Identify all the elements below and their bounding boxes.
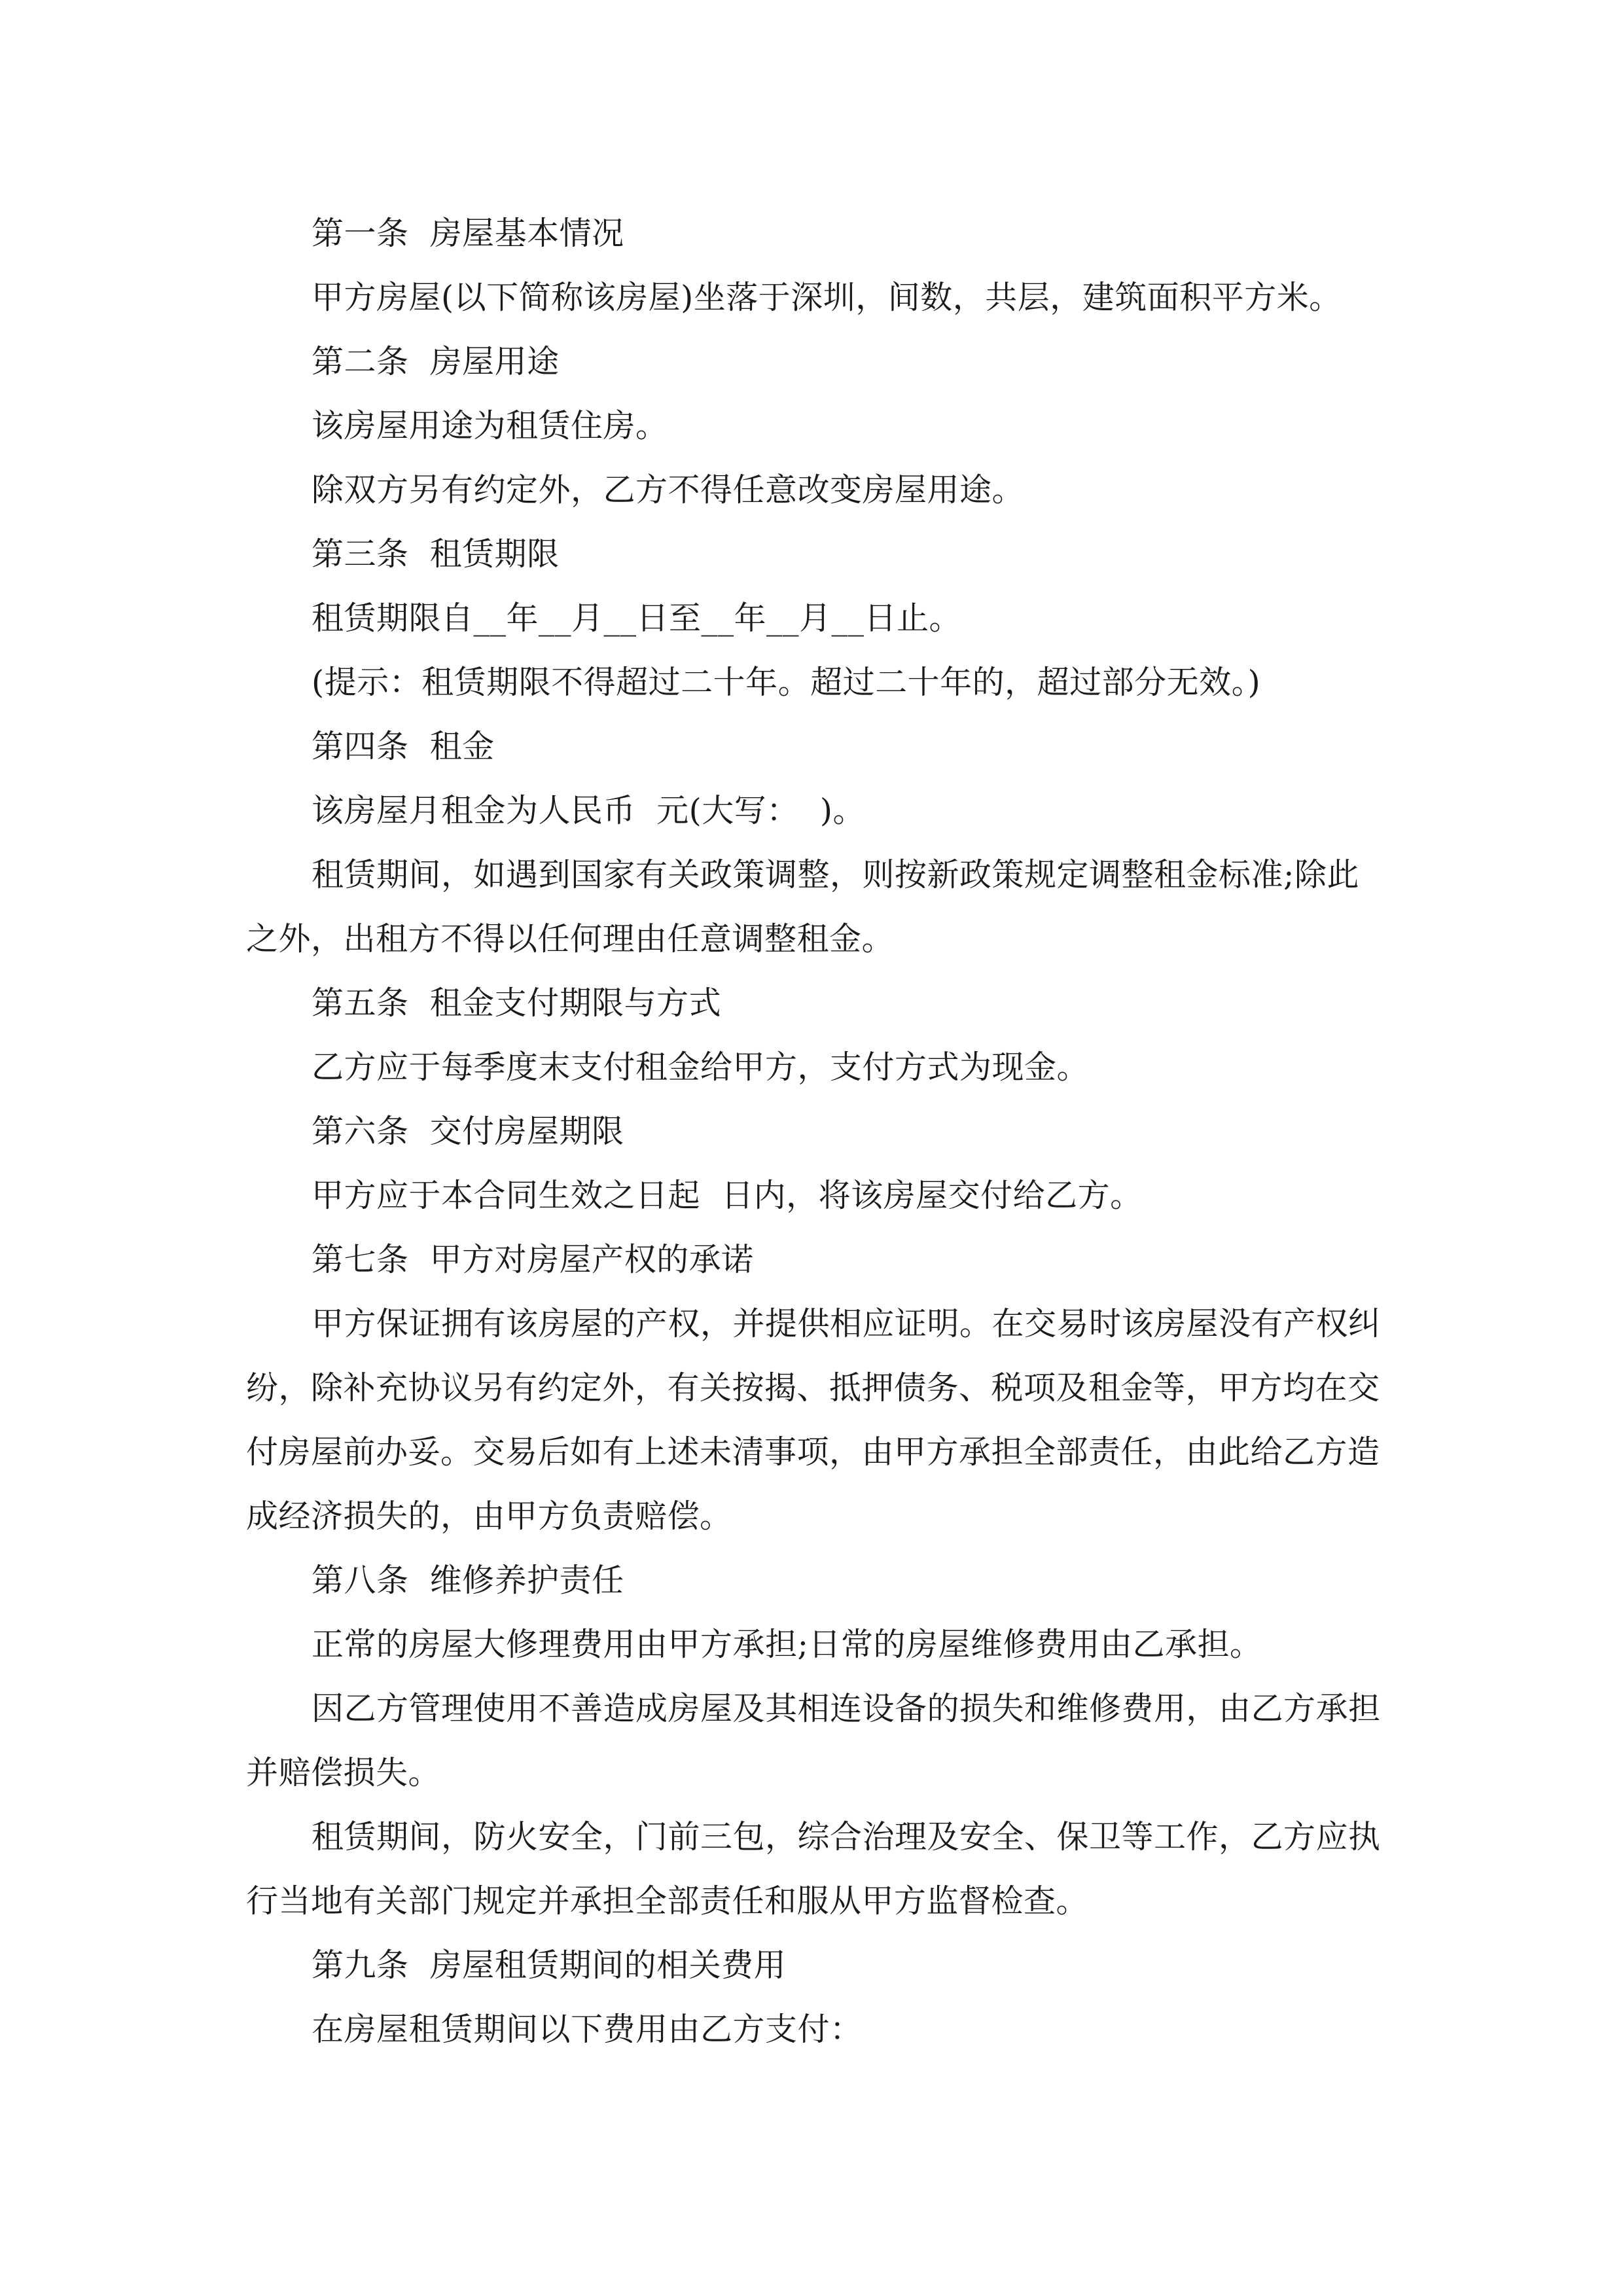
article-9-heading: 第九条 房屋租赁期间的相关费用 — [312, 1946, 787, 1984]
paragraph-line: 该房屋用途为租赁住房。 — [312, 407, 668, 444]
paragraph-line: 甲方保证拥有该房屋的产权，并提供相应证明。在交易时该房屋没有产权纠 — [312, 1305, 1381, 1342]
article-7-heading: 第七条 甲方对房屋产权的承诺 — [312, 1241, 754, 1278]
paragraph-line: 甲方应于本合同生效之日起 日内，将该房屋交付给乙方。 — [312, 1177, 1143, 1214]
paragraph-line: 在房屋租赁期间以下费用由乙方支付： — [312, 2011, 863, 2048]
paragraph-line: 成经济损失的，由甲方负责赔偿。 — [246, 1498, 732, 1535]
paragraph-line: (提示：租赁期限不得超过二十年。超过二十年的，超过部分无效。) — [312, 664, 1261, 701]
paragraph-line: 甲方房屋(以下简称该房屋)坐落于深圳，间数，共层，建筑面积平方米。 — [312, 279, 1342, 316]
paragraph-line: 正常的房屋大修理费用由甲方承担;日常的房屋维修费用由乙承担。 — [312, 1626, 1262, 1663]
paragraph-line: 除双方另有约定外，乙方不得任意改变房屋用途。 — [312, 471, 1025, 509]
article-4-heading: 第四条 租金 — [312, 728, 495, 765]
article-2-heading: 第二条 房屋用途 — [312, 343, 560, 380]
paragraph-line: 因乙方管理使用不善造成房屋及其相连设备的损失和维修费用，由乙方承担 — [312, 1690, 1381, 1727]
paragraph-line: 租赁期间，防火安全，门前三包，综合治理及安全、保卫等工作，乙方应执 — [312, 1818, 1381, 1856]
paragraph-line: 行当地有关部门规定并承担全部责任和服从甲方监督检查。 — [246, 1882, 1089, 1920]
paragraph-line: 租赁期限自__年__月__日至__年__月__日止。 — [312, 600, 962, 637]
paragraph-line: 付房屋前办妥。交易后如有上述未清事项，由甲方承担全部责任，由此给乙方造 — [246, 1433, 1380, 1471]
paragraph-line: 纷，除补充协议另有约定外，有关按揭、抵押债务、税项及租金等，甲方均在交 — [246, 1369, 1380, 1407]
paragraph-line: 该房屋月租金为人民币 元(大写： )。 — [312, 792, 866, 829]
article-3-heading: 第三条 租赁期限 — [312, 535, 560, 573]
article-6-heading: 第六条 交付房屋期限 — [312, 1113, 624, 1150]
paragraph-line: 并赔偿损失。 — [246, 1754, 441, 1791]
paragraph-line: 之外，出租方不得以任何理由任意调整租金。 — [246, 920, 895, 958]
article-8-heading: 第八条 维修养护责任 — [312, 1562, 624, 1599]
document-body — [246, 202, 1381, 2062]
paragraph-line: 乙方应于每季度末支付租金给甲方，支付方式为现金。 — [312, 1049, 1090, 1086]
paragraph-line: 租赁期间，如遇到国家有关政策调整，则按新政策规定调整租金标准;除此 — [312, 856, 1360, 893]
article-5-heading: 第五条 租金支付期限与方式 — [312, 984, 722, 1022]
article-1-heading: 第一条 房屋基本情况 — [312, 215, 624, 252]
